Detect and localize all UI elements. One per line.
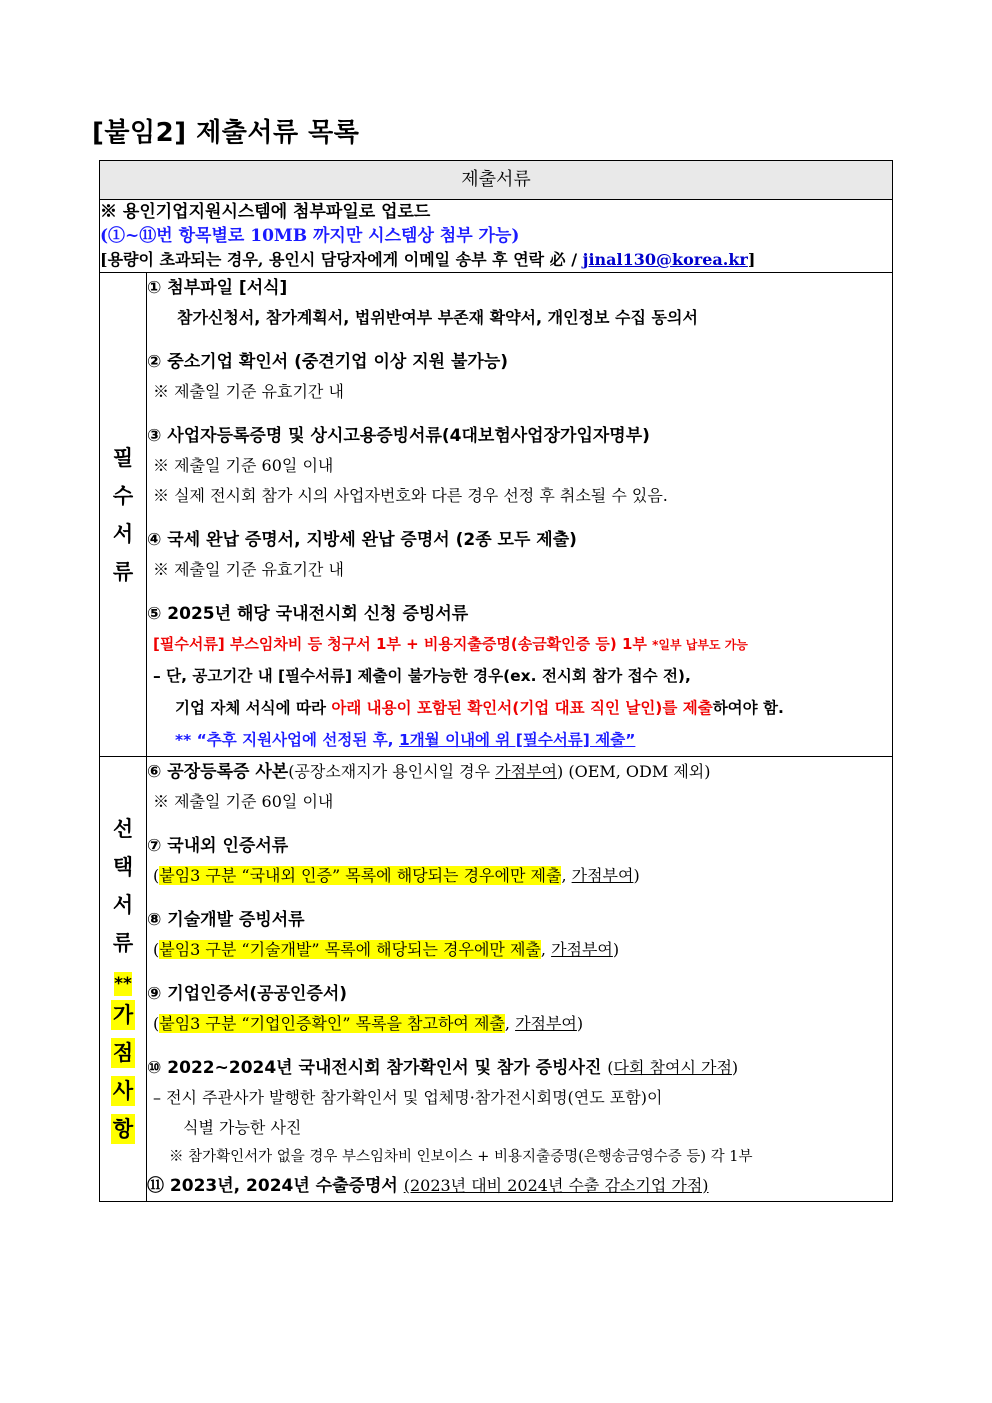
item-6-rest-c: ) (OEM, ODM 제외) bbox=[557, 762, 711, 781]
notice-line-2: (①~⑪번 항목별로 10MB 까지만 시스템상 첨부 가능) bbox=[100, 226, 520, 246]
item-10-title-line bbox=[147, 1053, 892, 1083]
item-9-highlight: 붙임3 구분 “기업인증확인” 목록을 참고하여 제출 bbox=[159, 1014, 505, 1033]
item-4-note: ※ 제출일 기준 유효기간 내 bbox=[153, 560, 344, 579]
notice-line-3-prefix: [용량이 초과되는 경우, 용인시 담당자에게 이메일 송부 후 연락 必 / bbox=[100, 250, 583, 269]
item-7-sep: , bbox=[561, 866, 572, 885]
bonus-label-char: 항 bbox=[111, 1114, 135, 1144]
item-9-note bbox=[147, 1009, 892, 1039]
required-label-char: 서 bbox=[112, 521, 134, 546]
item-5-dash-2b: 아래 내용이 포함된 확인서(기업 대표 직인 날인)를 제출 bbox=[331, 699, 713, 717]
item-8-close: ) bbox=[612, 940, 620, 959]
optional-label-char: 택 bbox=[112, 855, 134, 879]
bonus-label-char: 사 bbox=[111, 1076, 135, 1106]
item-7-note bbox=[147, 861, 892, 891]
notice-line-3 bbox=[100, 248, 892, 272]
item-2-note: ※ 제출일 기준 유효기간 내 bbox=[153, 382, 344, 401]
item-3-note-2: ※ 실제 전시회 참가 시의 사업자번호와 다른 경우 선정 후 취소될 수 있음. bbox=[153, 486, 668, 505]
required-label-char: 수 bbox=[112, 483, 134, 508]
item-5-title: ⑤ 2025년 해당 국내전시회 신청 증빙서류 bbox=[147, 604, 469, 624]
optional-label-char: 류 bbox=[112, 931, 134, 955]
item-6-title: ⑥ 공장등록증 사본 bbox=[147, 762, 289, 782]
item-9-close: ) bbox=[576, 1014, 584, 1033]
item-7-open: ( bbox=[153, 866, 160, 885]
optional-stars: ** bbox=[114, 974, 132, 994]
item-3-title: ③ 사업자등록증명 및 상시고용증빙서류(4대보험사업장가입자명부) bbox=[147, 426, 650, 446]
item-9-open: ( bbox=[153, 1014, 160, 1033]
item-9-title: ⑨ 기업인증서(공공인증서) bbox=[147, 984, 348, 1004]
item-10-note: ※ 참가확인서가 없을 경우 부스임차비 인보이스 + 비용지출증명(은행송금영수증 등) 각 1부 bbox=[169, 1149, 753, 1165]
item-10-tail: 다회 참여시 가점 bbox=[613, 1058, 732, 1077]
item-10-open: ( bbox=[607, 1058, 614, 1077]
item-9-bonus: 가점부여 bbox=[515, 1014, 577, 1033]
item-5-blue-note bbox=[147, 724, 892, 756]
optional-docs-list bbox=[147, 757, 893, 1202]
documents-table bbox=[99, 160, 893, 1202]
item-4-title: ④ 국세 완납 증명서, 지방세 완납 증명서 (2종 모두 제출) bbox=[147, 530, 577, 550]
item-7-bonus: 가점부여 bbox=[571, 866, 634, 885]
required-label-char: 류 bbox=[112, 559, 134, 584]
item-3-note-1: ※ 제출일 기준 60일 이내 bbox=[153, 456, 334, 475]
item-6-rest-b: 가점부여 bbox=[495, 762, 557, 781]
item-1-sub: 참가신청서, 참가계획서, 법위반여부 부존재 확약서, 개인정보 수집 동의서 bbox=[177, 308, 698, 327]
item-8-title: ⑧ 기술개발 증빙서류 bbox=[147, 910, 305, 930]
item-5-blue-b: 1개월 이내에 위 [필수서류] 제출” bbox=[398, 731, 636, 749]
item-11-tail: (2023년 대비 2024년 수출 감소기업 가점) bbox=[403, 1176, 709, 1195]
page-title: [붙임2] 제출서류 목록 bbox=[92, 118, 360, 148]
item-10-title: ⑩ 2022~2024년 국내전시회 참가확인서 및 참가 증빙사진 bbox=[147, 1058, 602, 1078]
item-6-title-line bbox=[147, 757, 892, 787]
item-5-dash-2c: 하여야 함. bbox=[712, 699, 784, 717]
item-5-dash-2a: 기업 자체 서식에 따라 bbox=[175, 699, 332, 717]
item-8-highlight: 붙임3 구분 “기술개발” 목록에 해당되는 경우에만 제출 bbox=[159, 940, 541, 959]
item-11-title-line bbox=[147, 1171, 892, 1201]
item-1-title: ① 첨부파일 [서식] bbox=[147, 278, 288, 298]
item-5-dash-2 bbox=[147, 692, 892, 724]
bonus-label-char: 가 bbox=[111, 1000, 135, 1030]
item-5-required-line bbox=[147, 629, 892, 660]
item-10-close: ) bbox=[731, 1058, 739, 1077]
item-7-title: ⑦ 국내외 인증서류 bbox=[147, 836, 289, 856]
item-6-rest-a: (공장소재지가 용인시일 경우 bbox=[288, 762, 496, 781]
item-5-dash-1: – 단, 공고기간 내 [필수서류] 제출이 불가능한 경우(ex. 전시회 참가 접수 전), bbox=[153, 667, 691, 685]
item-10-dash-1: – 전시 주관사가 발행한 참가확인서 및 업체명·참가전시회명(연도 포함)이 bbox=[153, 1088, 663, 1107]
optional-label-char: 선 bbox=[112, 817, 134, 841]
table-header: 제출서류 bbox=[100, 161, 893, 200]
bonus-label-char: 점 bbox=[111, 1038, 135, 1068]
item-8-note bbox=[147, 935, 892, 965]
item-5-required-text: [필수서류] 부스임차비 등 청구서 1부 + 비용지출증명(송금확인증 등) 1부 bbox=[153, 635, 653, 653]
required-docs-label bbox=[100, 273, 147, 757]
item-5-required-small: *일부 납부도 가능 bbox=[652, 638, 748, 652]
item-8-bonus: 가점부여 bbox=[551, 940, 613, 959]
email-link[interactable]: jinal130@korea.kr bbox=[582, 250, 748, 269]
item-7-close: ) bbox=[633, 866, 640, 885]
item-9-sep: , bbox=[504, 1014, 516, 1033]
item-6-note: ※ 제출일 기준 60일 이내 bbox=[153, 792, 334, 811]
item-8-sep: , bbox=[540, 940, 552, 959]
upload-notice bbox=[100, 200, 893, 273]
item-11-title: ⑪ 2023년, 2024년 수출증명서 bbox=[147, 1176, 398, 1196]
required-label-char: 필 bbox=[112, 445, 134, 470]
optional-label-char: 서 bbox=[112, 893, 134, 917]
item-10-dash-2: 식별 가능한 사진 bbox=[183, 1118, 302, 1137]
required-docs-list bbox=[147, 273, 893, 757]
item-5-blue-a: ** “추후 지원사업에 선정된 후, bbox=[175, 731, 399, 749]
notice-line-3-suffix: ] bbox=[747, 250, 756, 269]
item-8-open: ( bbox=[153, 940, 160, 959]
item-2-title: ② 중소기업 확인서 (중견기업 이상 지원 불가능) bbox=[147, 352, 509, 372]
item-7-highlight: 붙임3 구분 “국내외 인증” 목록에 해당되는 경우에만 제출 bbox=[159, 866, 562, 885]
notice-line-1: ※ 용인기업지원시스템에 첨부파일로 업로드 bbox=[100, 202, 431, 222]
optional-docs-label bbox=[100, 757, 147, 1202]
